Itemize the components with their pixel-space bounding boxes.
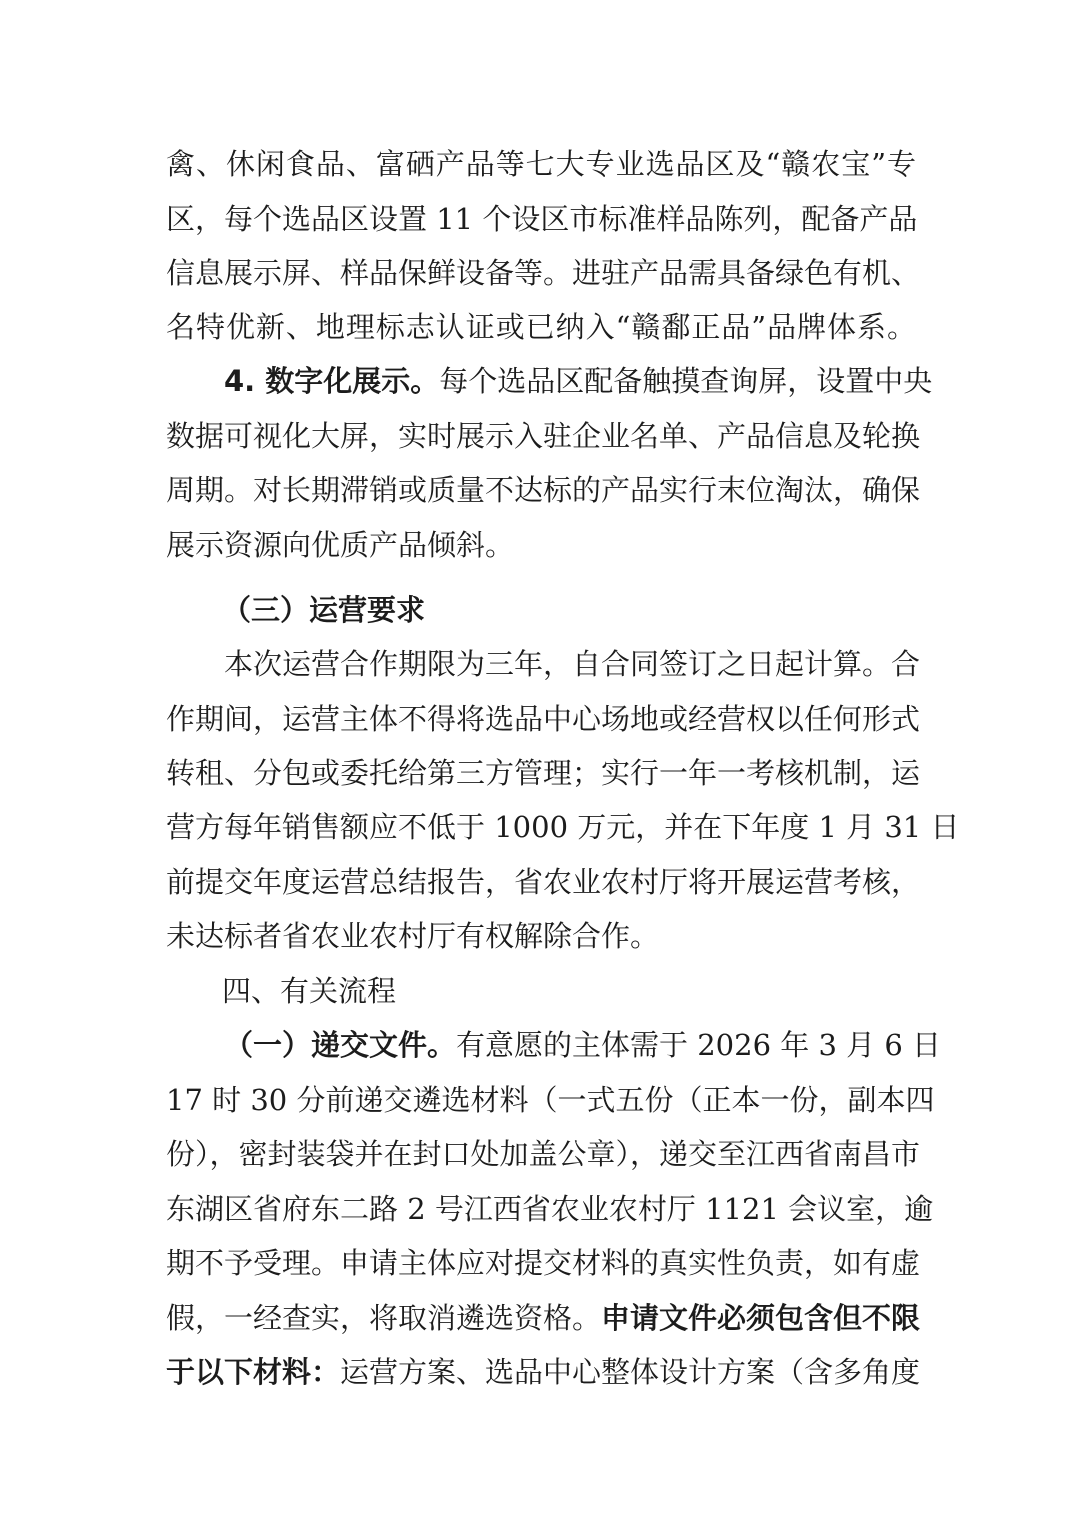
submit-line-bold: 申请文件必须包含但不限: [601, 1301, 921, 1335]
submit-line-plain: 假，一经查实，将取消遴选资格。: [166, 1301, 602, 1335]
paragraph-line: 区，每个选品区设置 11 个设区市标准样品陈列，配备产品: [166, 202, 918, 236]
paragraph-line: [166, 1298, 921, 1338]
materials-text: 运营方案、选品中心整体设计方案（含多角度: [340, 1355, 921, 1389]
paragraph-line: 转租、分包或委托给第三方管理；实行一年一考核机制，运: [166, 756, 921, 790]
section-four-heading: 四、有关流程: [222, 974, 397, 1008]
paragraph-line: 信息展示屏、样品保鲜设备等。进驻产品需具备绿色有机、: [166, 256, 921, 290]
paragraph-line: 期不予受理。申请主体应对提交材料的真实性负责，如有虚: [166, 1246, 921, 1280]
submit-text: 有意愿的主体需于 2026 年 3 月 6 日: [456, 1028, 942, 1062]
paragraph-line: 17 时 30 分前递交遴选材料（一式五份（正本一份，副本四: [166, 1083, 935, 1117]
paragraph-line: 禽、休闲食品、富硒产品等七大专业选品区及“赣农宝”专: [166, 147, 916, 181]
submit-label: （一）递交文件。: [224, 1028, 457, 1062]
materials-label: 于以下材料：: [166, 1355, 341, 1389]
paragraph-line: 前提交年度运营总结报告，省农业农村厅将开展运营考核，: [166, 865, 921, 899]
submit-paragraph-start: [224, 1025, 942, 1065]
paragraph-line: 展示资源向优质产品倾斜。: [166, 528, 515, 562]
digital-display-paragraph-start: [224, 361, 933, 401]
operations-heading: （三）运营要求: [222, 593, 426, 627]
paragraph-line: 未达标者省农业农村厅有权解除合作。: [166, 919, 660, 953]
paragraph-line: 营方每年销售额应不低于 1000 万元，并在下年度 1 月 31 日: [166, 810, 960, 844]
paragraph-line: 作期间，运营主体不得将选品中心场地或经营权以任何形式: [166, 702, 921, 736]
paragraph-line: 数据可视化大屏，实时展示入驻企业名单、产品信息及轮换: [166, 419, 921, 453]
paragraph-line: 份），密封装袋并在封口处加盖公章），递交至江西省南昌市: [166, 1137, 921, 1171]
paragraph-line: [166, 1352, 921, 1392]
paragraph-line: 本次运营合作期限为三年，自合同签订之日起计算。合: [224, 647, 921, 681]
paragraph-line: 周期。对长期滞销或质量不达标的产品实行末位淘汰，确保: [166, 473, 921, 507]
paragraph-line: 东湖区省府东二路 2 号江西省农业农村厅 1121 会议室，逾: [166, 1192, 934, 1226]
paragraph-line: 名特优新、地理标志认证或已纳入“赣鄱正品”品牌体系。: [166, 310, 916, 344]
digital-display-text: 每个选品区配备触摸查询屏，设置中央: [439, 364, 933, 398]
digital-display-label: 4. 数字化展示。: [224, 364, 440, 398]
